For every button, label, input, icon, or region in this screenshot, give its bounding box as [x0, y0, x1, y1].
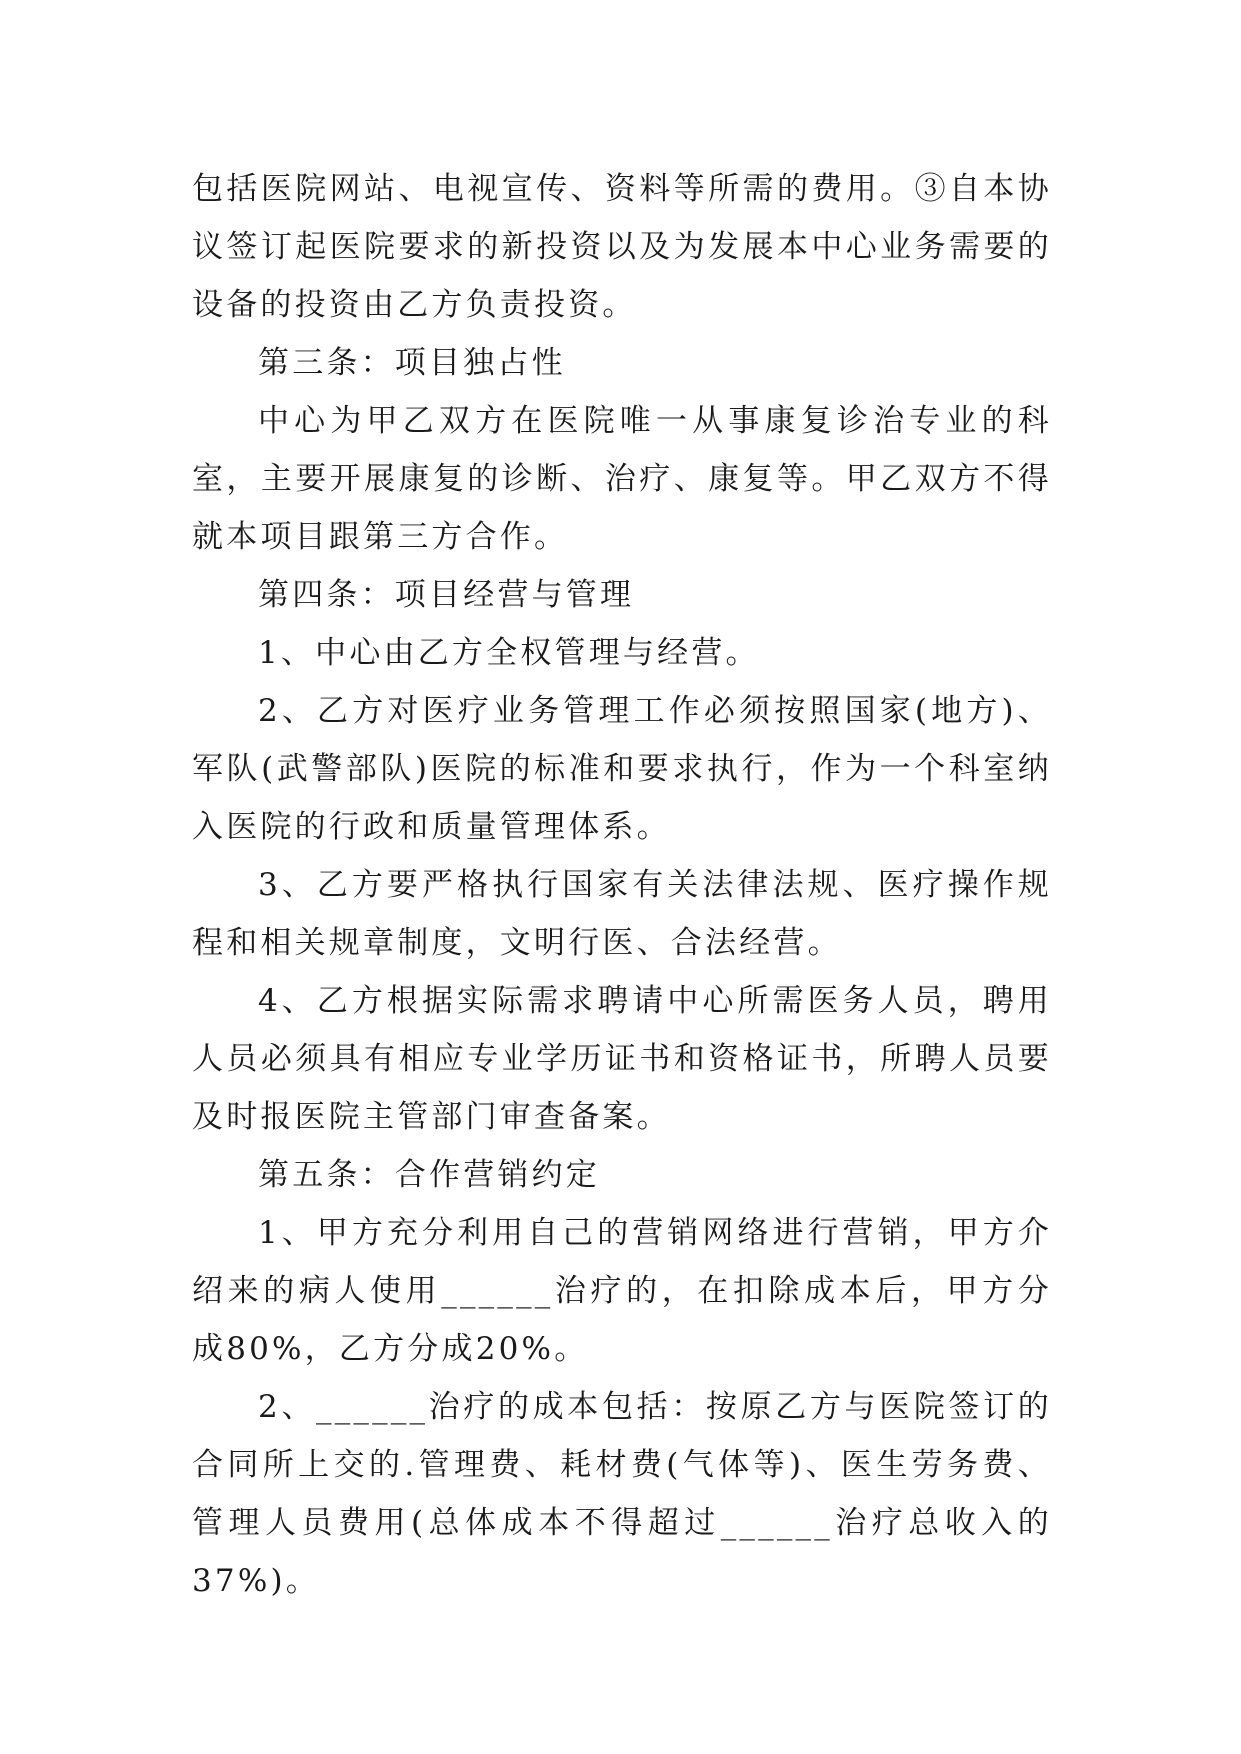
- article-3-heading: 第三条：项目独占性: [258, 345, 566, 381]
- clause-5-1: 1、甲方充分利用自己的营销网络进行营销，甲方介绍来的病人使用______治疗的，在扣除成本后，甲方分成80%，乙方分成20%。: [192, 1215, 1052, 1367]
- article-4-heading: 第四条：项目经营与管理: [258, 577, 635, 613]
- article-5-heading: 第五条：合作营销约定: [258, 1157, 600, 1193]
- clause-4-2: 2、乙方对医疗业务管理工作必须按照国家(地方)、军队(武警部队)医院的标准和要求执行，作为一个科室纳入医院的行政和质量管理体系。: [192, 693, 1052, 845]
- clause-5-2: 2、______治疗的成本包括：按原乙方与医院签订的合同所上交的.管理费、耗材费(气体等)、医生劳务费、管理人员费用(总体成本不得超过______治疗总收入的37%)。: [192, 1389, 1052, 1599]
- clause-4-1: 1、中心由乙方全权管理与经营。: [258, 635, 760, 671]
- clause-4-3: 3、乙方要严格执行国家有关法律法规、医疗操作规程和相关规章制度，文明行医、合法经营。: [192, 867, 1052, 961]
- document-body: [192, 160, 1052, 1610]
- clause-4-4: 4、乙方根据实际需求聘请中心所需医务人员，聘用人员必须具有相应专业学历证书和资格证书，所聘人员要及时报医院主管部门审查备案。: [192, 983, 1052, 1135]
- paragraph-investment-costs: 包括医院网站、电视宣传、资料等所需的费用。③自本协议签订起医院要求的新投资以及为发展本中心业务需要的设备的投资由乙方负责投资。: [192, 171, 1052, 323]
- paragraph-exclusivity: 中心为甲乙双方在医院唯一从事康复诊治专业的科室，主要开展康复的诊断、治疗、康复等。甲乙双方不得就本项目跟第三方合作。: [192, 403, 1052, 555]
